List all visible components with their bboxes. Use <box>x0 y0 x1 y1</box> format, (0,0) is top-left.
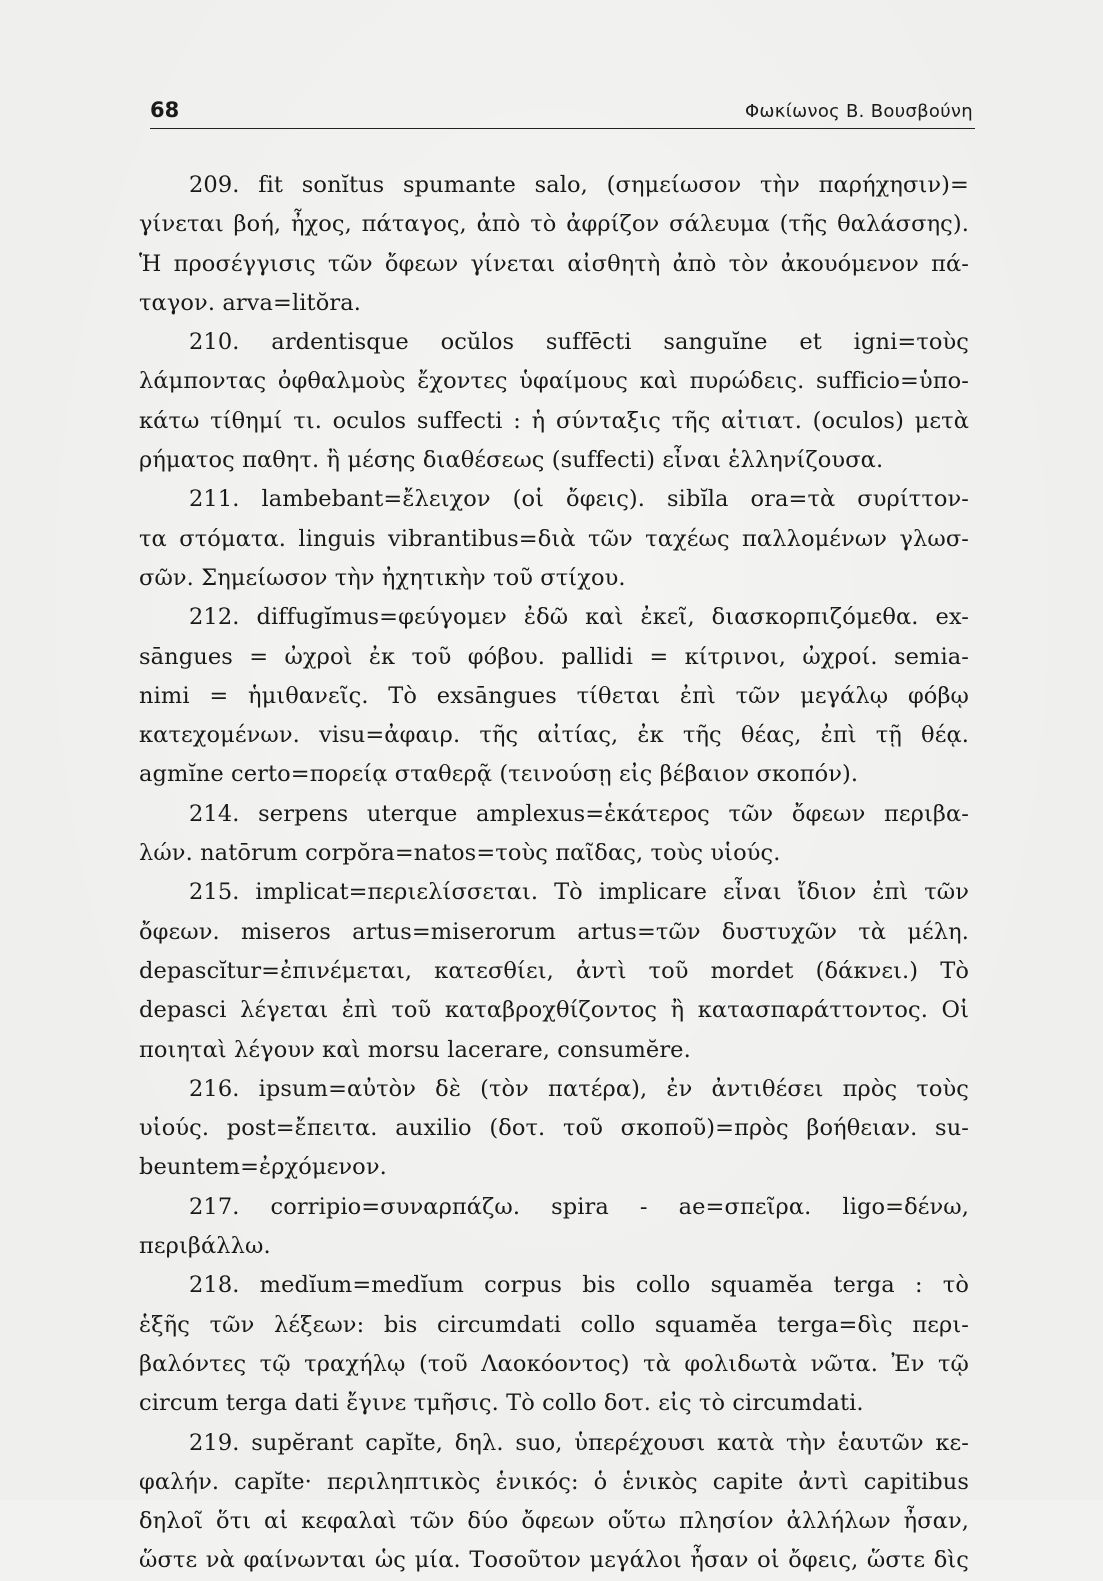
text-line: ταγον. arva=litŏra. <box>139 289 361 316</box>
text-line: 214. serpens uterque amplexus=ἑκάτερος τῶν ὄφεων περιβα- <box>189 800 969 827</box>
text-line: σῶν. Σημείωσον τὴν ἠχητικὴν τοῦ στίχου. <box>139 564 626 591</box>
text-line: Ἡ προσέγγισις τῶν ὄφεων γίνεται αἰσθητὴ ἀπὸ τὸν ἀκουόμενον πά- <box>139 250 969 277</box>
text-line: sāngues = ὠχροὶ ἐκ τοῦ φόβου. pallidi = κίτρινοι, ὠχροί. semia- <box>139 643 969 670</box>
text-line: δηλοῖ ὅτι αἱ κεφαλαὶ τῶν δύο ὄφεων οὕτω πλησίον ἀλλήλων ἦσαν, <box>139 1508 969 1535</box>
running-head: Φωκίωνος Β. Βουσβούνη <box>744 101 973 122</box>
text-line: agmĭne certo=πορείᾳ σταθερᾷ (τεινούσῃ εἰς βέβαιον σκοπόν). <box>139 761 859 788</box>
text-line: βαλόντες τῷ τραχήλῳ (τοῦ Λαοκόοντος) τὰ φολιδωτὰ νῶτα. Ἐν τῷ <box>139 1350 969 1377</box>
text-line: 215. implicat=περιελίσσεται. Τὸ implicare εἶναι ἴδιον ἐπὶ τῶν <box>189 879 969 906</box>
text-line: υἱούς. post=ἔπειτα. auxilio (δοτ. τοῦ σκοποῦ)=πρὸς βοήθειαν. su- <box>139 1115 969 1142</box>
text-line: 212. diffugĭmus=φεύγομεν ἐδῶ καὶ ἐκεῖ, διασκορπιζόμεθα. ex- <box>189 604 969 631</box>
text-line: ὥστε νὰ φαίνωνται ὡς μία. Τοσοῦτον μεγάλοι ἦσαν οἱ ὄφεις, ὥστε δὶς <box>139 1547 969 1574</box>
text-line: κατεχομένων. visu=ἀφαιρ. τῆς αἰτίας, ἐκ τῆς θέας, ἐπὶ τῇ θέᾳ. <box>139 722 969 749</box>
text-line: circum terga dati ἔγινε τμῆσις. Τὸ collo δοτ. εἰς τὸ circumdati. <box>139 1390 864 1417</box>
text-line: φαλήν. capĭte· περιληπτικὸς ἑνικός: ὁ ἑνικὸς capite ἀντὶ capitibus <box>139 1468 969 1495</box>
text-line: ὄφεων. miseros artus=miserorum artus=τῶν δυστυχῶν τὰ μέλη. <box>139 918 969 945</box>
text-line: 211. lambebant=ἔλειχον (οἱ ὄφεις). sibĭla ora=τὰ συρίττον- <box>189 486 969 513</box>
text-line: ἑξῆς τῶν λέξεων: bis circumdati collo squamĕa terga=δὶς περι- <box>139 1311 969 1338</box>
text-line: 209. fit sonĭtus spumante salo, (σημείωσον τὴν παρήχησιν)= <box>189 172 969 198</box>
text-line: ποιηταὶ λέγουν καὶ morsu lacerare, consumĕre. <box>139 1036 691 1063</box>
text-line: nimi = ἡμιθανεῖς. Τὸ exsāngues τίθεται ἐπὶ τῶν μεγάλῳ φόβῳ <box>139 682 969 709</box>
text-line: 210. ardentisque ocŭlos suffēcti sanguĭne et igni=τοὺς <box>189 329 969 356</box>
text-line: depascĭtur=ἐπινέμεται, κατεσθίει, ἀντὶ τοῦ mordet (δάκνει.) Τὸ <box>139 957 969 984</box>
text-line: beuntem=ἐρχόμενον. <box>139 1154 387 1181</box>
commentary-text <box>139 166 969 1581</box>
text-line: γίνεται βοή, ἦχος, πάταγος, ἀπὸ τὸ ἀφρίζον σάλευμα (τῆς θαλάσσης). <box>139 211 969 238</box>
text-line: 216. ipsum=αὐτὸν δὲ (τὸν πατέρα), ἐν ἀντιθέσει πρὸς τοὺς <box>189 1075 969 1102</box>
text-line: 219. supĕrant capĭte, δηλ. suo, ὑπερέχουσι κατὰ τὴν ἑαυτῶν κε- <box>189 1429 969 1456</box>
text-line: 218. medĭum=medĭum corpus bis collo squamĕa terga : τὸ <box>189 1272 969 1299</box>
text-line: λών. natōrum corpŏra=natos=τοὺς παῖδας, τοὺς υἱούς. <box>139 840 781 867</box>
text-line: λάμποντας ὀφθαλμοὺς ἔχοντες ὑφαίμους καὶ πυρώδεις. sufficio=ὑπο- <box>139 368 969 395</box>
text-line: depasci λέγεται ἐπὶ τοῦ καταβροχθίζοντος ἢ κατασπαράττοντος. Οἱ <box>139 997 969 1024</box>
text-line: τα στόματα. linguis vibrantibus=διὰ τῶν ταχέως παλλομένων γλωσ- <box>139 525 969 552</box>
text-line: 217. corripio=συναρπάζω. spira - ae=σπεῖρα. ligo=δένω, <box>189 1193 969 1220</box>
page-header <box>150 96 975 129</box>
text-line: ρήματος παθητ. ἢ μέσης διαθέσεως (suffecti) εἶναι ἑλληνίζουσα. <box>139 447 884 474</box>
text-line: περιβάλλω. <box>139 1233 271 1260</box>
page-number: 68 <box>150 98 180 122</box>
text-line: κάτω τίθημί τι. oculos suffecti : ἡ σύνταξις τῆς αἰτιατ. (oculos) μετὰ <box>139 407 969 434</box>
